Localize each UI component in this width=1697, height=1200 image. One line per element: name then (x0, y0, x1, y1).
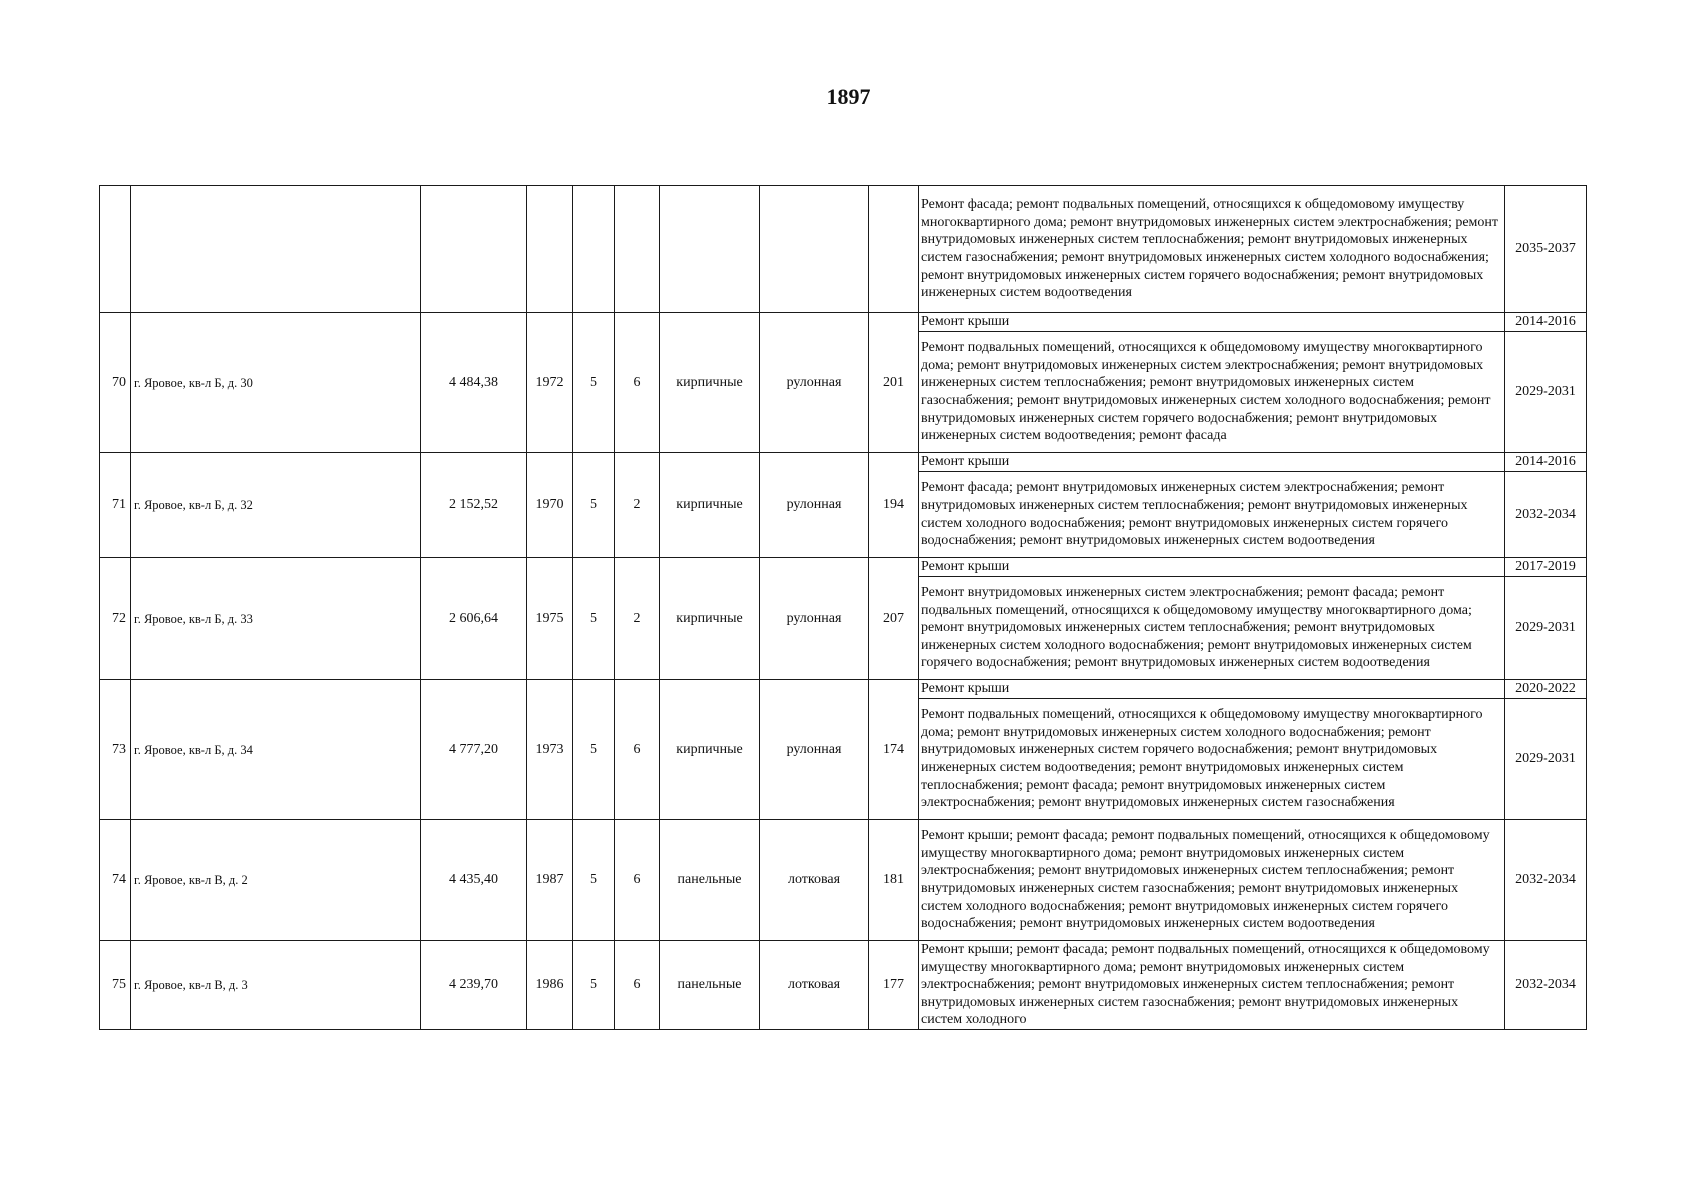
table-row (100, 313, 1587, 332)
walls-material-cell: кирпичные (660, 453, 760, 558)
residents-cell: 174 (869, 680, 919, 820)
roof-type-cell: рулонная (760, 453, 869, 558)
address-cell: г. Яровое, кв-л Б, д. 34 (131, 680, 421, 820)
area-cell: 4 777,20 (421, 680, 527, 820)
table-row (100, 941, 1587, 1030)
area-cell: 2 606,64 (421, 558, 527, 680)
repair-works-cell: Ремонт внутридомовых инженерных систем электроснабжения; ремонт фасада; ремонт подвальных помещений, относящихся к общедомовому имуществу многоквартирного дома; ремонт внутридомовых инженерных систем теплоснабжения; ремонт внутридомовых инженерных систем холодного водоснабжения; ремонт внутридомовых инженерных систем горячего водоснабжения; ремонт внутридомовых инженерных систем водоотведения (919, 577, 1505, 680)
year-cell: 1972 (527, 313, 573, 453)
floors-cell: 5 (573, 941, 615, 1030)
repair-period-cell: 2014-2016 (1505, 313, 1587, 332)
area-cell (421, 186, 527, 313)
year-cell: 1987 (527, 820, 573, 941)
area-cell: 2 152,52 (421, 453, 527, 558)
entrances-cell: 2 (615, 558, 660, 680)
repair-period-cell: 2014-2016 (1505, 453, 1587, 472)
table-row (100, 186, 1587, 313)
residents-cell (869, 186, 919, 313)
entrances-cell: 6 (615, 820, 660, 941)
year-cell: 1975 (527, 558, 573, 680)
building-repair-table (99, 185, 1587, 1030)
floors-cell: 5 (573, 453, 615, 558)
repair-period-cell: 2032-2034 (1505, 941, 1587, 1030)
repair-period-cell: 2032-2034 (1505, 472, 1587, 558)
repair-works-cell: Ремонт подвальных помещений, относящихся к общедомовому имуществу многоквартирного дома; ремонт внутридомовых инженерных систем холодного водоснабжения; ремонт внутридомовых инженерных систем горячего водоснабжения; ремонт внутридомовых инженерных систем водоотведения; ремонт внутридомовых инженерных систем теплоснабжения; ремонт фасада; ремонт внутридомовых инженерных систем электроснабжения; ремонт внутридомовых инженерных систем газоснабжения (919, 699, 1505, 820)
floors-cell: 5 (573, 313, 615, 453)
repair-period-cell: 2032-2034 (1505, 820, 1587, 941)
row-number: 75 (100, 941, 131, 1030)
row-number: 70 (100, 313, 131, 453)
area-cell: 4 435,40 (421, 820, 527, 941)
address-cell: г. Яровое, кв-л Б, д. 30 (131, 313, 421, 453)
residents-cell: 207 (869, 558, 919, 680)
row-number: 71 (100, 453, 131, 558)
repair-works-cell: Ремонт крыши (919, 313, 1505, 332)
floors-cell: 5 (573, 680, 615, 820)
repair-period-cell: 2020-2022 (1505, 680, 1587, 699)
roof-type-cell (760, 186, 869, 313)
walls-material-cell: кирпичные (660, 313, 760, 453)
repair-period-cell: 2029-2031 (1505, 699, 1587, 820)
table-row (100, 820, 1587, 941)
residents-cell: 177 (869, 941, 919, 1030)
row-number: 73 (100, 680, 131, 820)
page-number: 1897 (826, 84, 871, 109)
repair-works-cell: Ремонт фасада; ремонт подвальных помещений, относящихся к общедомовому имуществу многоквартирного дома; ремонт внутридомовых инженерных систем электроснабжения; ремонт внутридомовых инженерных систем теплоснабжения; ремонт внутридомовых инженерных систем газоснабжения; ремонт внутридомовых инженерных систем холодного водоснабжения; ремонт внутридомовых инженерных систем горячего водоснабжения; ремонт внутридомовых инженерных систем водоотведения (919, 186, 1505, 313)
roof-type-cell: рулонная (760, 313, 869, 453)
repair-period-cell: 2029-2031 (1505, 332, 1587, 453)
repair-works-cell: Ремонт крыши (919, 558, 1505, 577)
address-cell (131, 186, 421, 313)
entrances-cell (615, 186, 660, 313)
residents-cell: 194 (869, 453, 919, 558)
repair-works-cell: Ремонт фасада; ремонт внутридомовых инженерных систем электроснабжения; ремонт внутридомовых инженерных систем теплоснабжения; ремонт внутридомовых инженерных систем холодного водоснабжения; ремонт внутридомовых инженерных систем горячего водоснабжения; ремонт внутридомовых инженерных систем водоотведения (919, 472, 1505, 558)
residents-cell: 201 (869, 313, 919, 453)
roof-type-cell: рулонная (760, 680, 869, 820)
repair-works-cell: Ремонт крыши; ремонт фасада; ремонт подвальных помещений, относящихся к общедомовому имуществу многоквартирного дома; ремонт внутридомовых инженерных систем электроснабжения; ремонт внутридомовых инженерных систем теплоснабжения; ремонт внутридомовых инженерных систем газоснабжения; ремонт внутридомовых инженерных систем холодного водоснабжения; ремонт внутридомовых инженерных систем горячего водоснабжения; ремонт внутридомовых инженерных систем водоотведения (919, 820, 1505, 941)
area-cell: 4 239,70 (421, 941, 527, 1030)
floors-cell: 5 (573, 820, 615, 941)
entrances-cell: 6 (615, 941, 660, 1030)
roof-type-cell: рулонная (760, 558, 869, 680)
repair-period-cell: 2029-2031 (1505, 577, 1587, 680)
residents-cell: 181 (869, 820, 919, 941)
year-cell: 1973 (527, 680, 573, 820)
entrances-cell: 6 (615, 680, 660, 820)
floors-cell (573, 186, 615, 313)
entrances-cell: 6 (615, 313, 660, 453)
area-cell: 4 484,38 (421, 313, 527, 453)
year-cell: 1986 (527, 941, 573, 1030)
floors-cell: 5 (573, 558, 615, 680)
walls-material-cell (660, 186, 760, 313)
entrances-cell: 2 (615, 453, 660, 558)
roof-type-cell: лотковая (760, 820, 869, 941)
address-cell: г. Яровое, кв-л В, д. 3 (131, 941, 421, 1030)
walls-material-cell: кирпичные (660, 680, 760, 820)
address-cell: г. Яровое, кв-л Б, д. 32 (131, 453, 421, 558)
address-cell: г. Яровое, кв-л В, д. 2 (131, 820, 421, 941)
walls-material-cell: панельные (660, 941, 760, 1030)
repair-period-cell: 2017-2019 (1505, 558, 1587, 577)
roof-type-cell: лотковая (760, 941, 869, 1030)
walls-material-cell: панельные (660, 820, 760, 941)
table-row (100, 453, 1587, 472)
row-number: 74 (100, 820, 131, 941)
row-number: 72 (100, 558, 131, 680)
table-row (100, 558, 1587, 577)
table-row (100, 680, 1587, 699)
repair-period-cell: 2035-2037 (1505, 186, 1587, 313)
walls-material-cell: кирпичные (660, 558, 760, 680)
repair-works-cell: Ремонт крыши (919, 680, 1505, 699)
year-cell: 1970 (527, 453, 573, 558)
row-number (100, 186, 131, 313)
repair-works-cell: Ремонт крыши (919, 453, 1505, 472)
year-cell (527, 186, 573, 313)
repair-works-cell: Ремонт подвальных помещений, относящихся к общедомовому имуществу многоквартирного дома; ремонт внутридомовых инженерных систем электроснабжения; ремонт внутридомовых инженерных систем теплоснабжения; ремонт внутридомовых инженерных систем газоснабжения; ремонт внутридомовых инженерных систем холодного водоснабжения; ремонт внутридомовых инженерных систем горячего водоснабжения; ремонт внутридомовых инженерных систем водоотведения; ремонт фасада (919, 332, 1505, 453)
repair-works-cell: Ремонт крыши; ремонт фасада; ремонт подвальных помещений, относящихся к общедомовому имуществу многоквартирного дома; ремонт внутридомовых инженерных систем электроснабжения; ремонт внутридомовых инженерных систем теплоснабжения; ремонт внутридомовых инженерных систем газоснабжения; ремонт внутридомовых инженерных систем холодного (919, 941, 1505, 1030)
address-cell: г. Яровое, кв-л Б, д. 33 (131, 558, 421, 680)
